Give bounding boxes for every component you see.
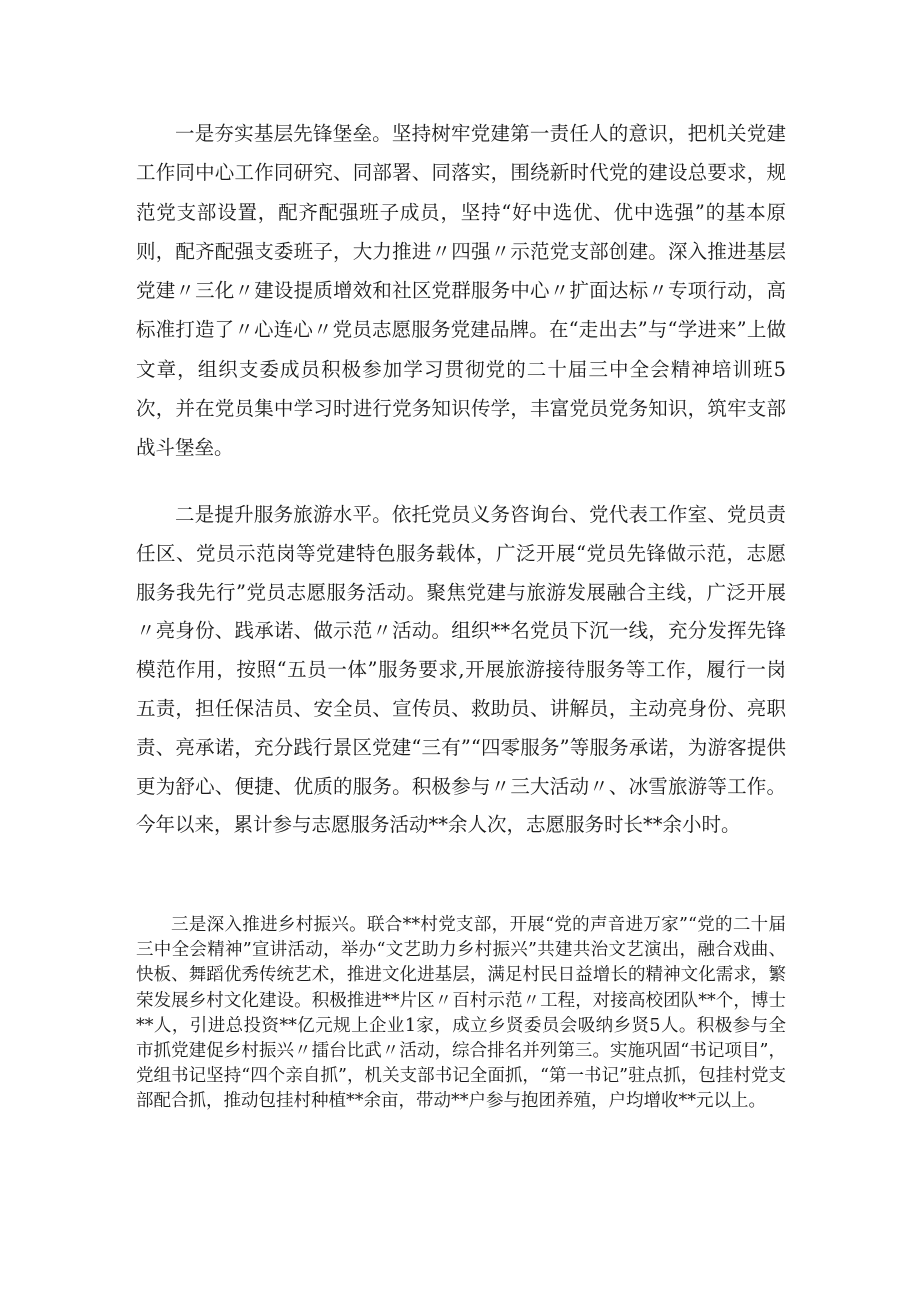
paragraph-rural-revitalization: 三是深入推进乡村振兴。联合**村党支部，开展“党的声音进万家”“党的二十届三中全会精神”宣讲活动，举办“文艺助力乡村振兴”共建共治文艺演出，融合戏曲、快板、舞蹈优秀传统艺术，推进文化进基层，满足村民日益增长的精神文化需求，繁荣发展乡村文化建设。积极推进**片区〃百村示范〃工程，对接高校团队**个，博士**人，引进总投资**亿元规上企业1家，成立乡贤委员会吸纳乡贤5人。积极参与全市抓党建促乡村振兴〃擂台比武〃活动，综合排名并列第三。实施巩固“书记项目”，党组书记坚持“四个亲自抓”，机关支部书记全面抓，“第一书记”驻点抓，包挂村党支部配合抓，推动包挂村种植**余亩，带动**户参与抱团养殖，户均增收**元以上。 [136, 915, 786, 1112]
paragraph-strengthen-grassroots: 一是夯实基层先锋堡垒。坚持树牢党建第一责任人的意识，把机关党建工作同中心工作同研究、同部署、同落实，围绕新时代党的建设总要求，规范党支部设置，配齐配强班子成员，坚持“好中选优、优中选强”的基本原则，配齐配强支委班子，大力推进〃四强〃示范党支部创建。深入推进基层党建〃三化〃建设提质增效和社区党群服务中心〃扩面达标〃专项行动，高标准打造了〃心连心〃党员志愿服务党建品牌。在“走出去”与“学进来”上做文章，组织支委成员积极参加学习贯彻党的二十届三中全会精神培训班5次，并在党员集中学习时进行党务知识传学，丰富党员党务知识，筑牢支部战斗堡垒。 [136, 122, 786, 460]
paragraph-improve-tourism-service: 二是提升服务旅游水平。依托党员义务咨询台、党代表工作室、党员责任区、党员示范岗等党建特色服务载体，广泛开展“党员先锋做示范，志愿服务我先行”党员志愿服务活动。聚焦党建与旅游发展融合主线，广泛开展〃亮身份、践承诺、做示范〃活动。组织**名党员下沉一线，充分发挥先锋模范作用，按照“五员一体”服务要求,开展旅游接待服务等工作，履行一岗五责，担任保洁员、安全员、宣传员、救助员、讲解员，主动亮身份、亮职责、亮承诺，充分践行景区党建“三有”“四零服务”等服务承诺，为游客提供更为舒心、便捷、优质的服务。积极参与〃三大活动〃、冰雪旅游等工作。今年以来，累计参与志愿服务活动**余人次，志愿服务时长**余小时。 [136, 503, 786, 837]
